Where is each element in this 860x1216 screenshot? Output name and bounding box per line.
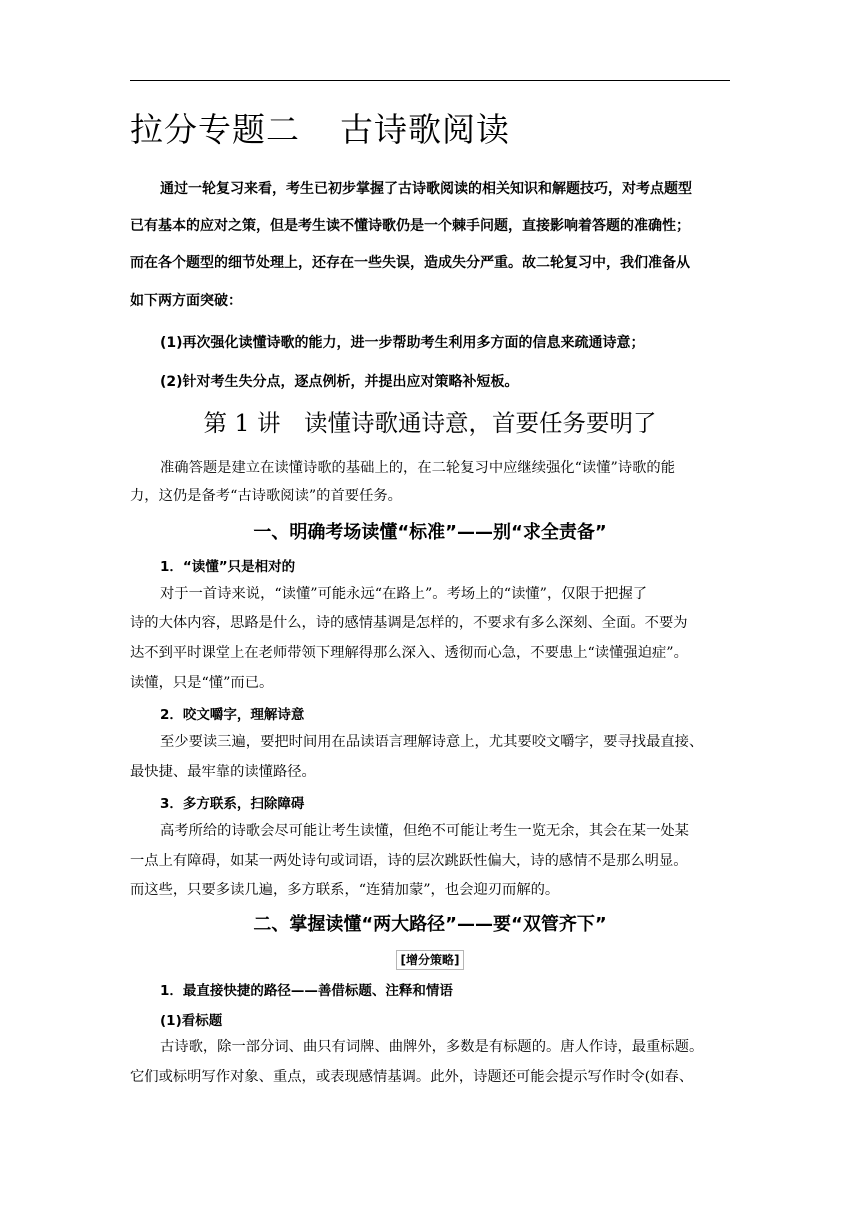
intro-point: (1)再次强化读懂诗歌的能力，进一步帮助考生利用多方面的信息来疏通诗意； xyxy=(160,335,645,351)
body-line: 读懂，只是“懂”而已。 xyxy=(130,675,274,691)
body-line: 它们或标明写作对象、重点，或表现感情基调。此外，诗题还可能会提示写作时令(如春、 xyxy=(130,1069,694,1085)
section-heading-2: 二、掌握读懂“两大路径”——要“双管齐下” xyxy=(253,914,607,935)
strategy-tag xyxy=(0,950,860,970)
intro-line: 如下两方面突破： xyxy=(130,293,242,309)
body-line: 最快捷、最牢靠的读懂路径。 xyxy=(130,764,316,780)
lecture-title: 第 1 讲 读懂诗歌通诗意，首要任务要明了 xyxy=(203,409,657,437)
sub-heading: (1)看标题 xyxy=(160,1013,223,1029)
header-rule xyxy=(130,80,730,81)
item-heading: 1．“读懂”只是相对的 xyxy=(160,559,296,575)
lecture-intro-line: 力，这仍是备考“古诗歌阅读”的首要任务。 xyxy=(130,488,402,504)
lecture-intro-line: 准确答题是建立在读懂诗歌的基础上的，在二轮复习中应继续强化“读懂”诗歌的能 xyxy=(160,460,676,476)
title-right: 古诗歌阅读 xyxy=(340,110,510,149)
item-heading: 3．多方联系，扫除障碍 xyxy=(160,796,305,812)
section-heading-1: 一、明确考场读懂“标准”——别“求全责备” xyxy=(253,522,607,543)
intro-point: (2)针对考生失分点，逐点例析，并提出应对策略补短板。 xyxy=(160,374,519,390)
body-line: 对于一首诗来说，“读懂”可能永远“在路上”。考场上的“读懂”，仅限于把握了 xyxy=(160,586,648,602)
body-line: 诗的大体内容，思路是什么，诗的感情基调是怎样的，不要求有多么深刻、全面。不要为 xyxy=(130,615,688,631)
intro-line: 通过一轮复习来看，考生已初步掌握了古诗歌阅读的相关知识和解题技巧，对考点题型 xyxy=(160,181,692,197)
intro-line: 已有基本的应对之策，但是考生读不懂诗歌仍是一个棘手问题，直接影响着答题的准确性； xyxy=(130,218,690,234)
body-line: 达不到平时课堂上在老师带领下理解得那么深入、透彻而心急，不要患上“读懂强迫症”。 xyxy=(130,645,688,661)
body-line: 高考所给的诗歌会尽可能让考生读懂，但绝不可能让考生一览无余，其会在某一处某 xyxy=(160,823,689,839)
body-line: 至少要读三遍，要把时间用在品读语言理解诗意上，尤其要咬文嚼字，要寻找最直接、 xyxy=(160,734,704,750)
body-line: 古诗歌，除一部分词、曲只有词牌、曲牌外，多数是有标题的。唐人作诗，最重标题。 xyxy=(160,1039,704,1055)
body-line: 而这些，只要多读几遍，多方联系，“连猜加蒙”，也会迎刃而解的。 xyxy=(130,882,560,898)
strategy-tag-label: [增分策略] xyxy=(396,950,465,970)
page-title xyxy=(130,104,510,151)
item-heading: 2．咬文嚼字，理解诗意 xyxy=(160,707,305,723)
intro-line: 而在各个题型的细节处理上，还存在一些失误，造成失分严重。故二轮复习中，我们准备从 xyxy=(130,255,690,271)
body-line: 一点上有障碍，如某一两处诗句或词语，诗的层次跳跃性偏大，诗的感情不是那么明显。 xyxy=(130,853,688,869)
title-left: 拉分专题二 xyxy=(130,110,300,149)
item-heading: 1．最直接快捷的路径——善借标题、注释和情语 xyxy=(160,983,453,999)
